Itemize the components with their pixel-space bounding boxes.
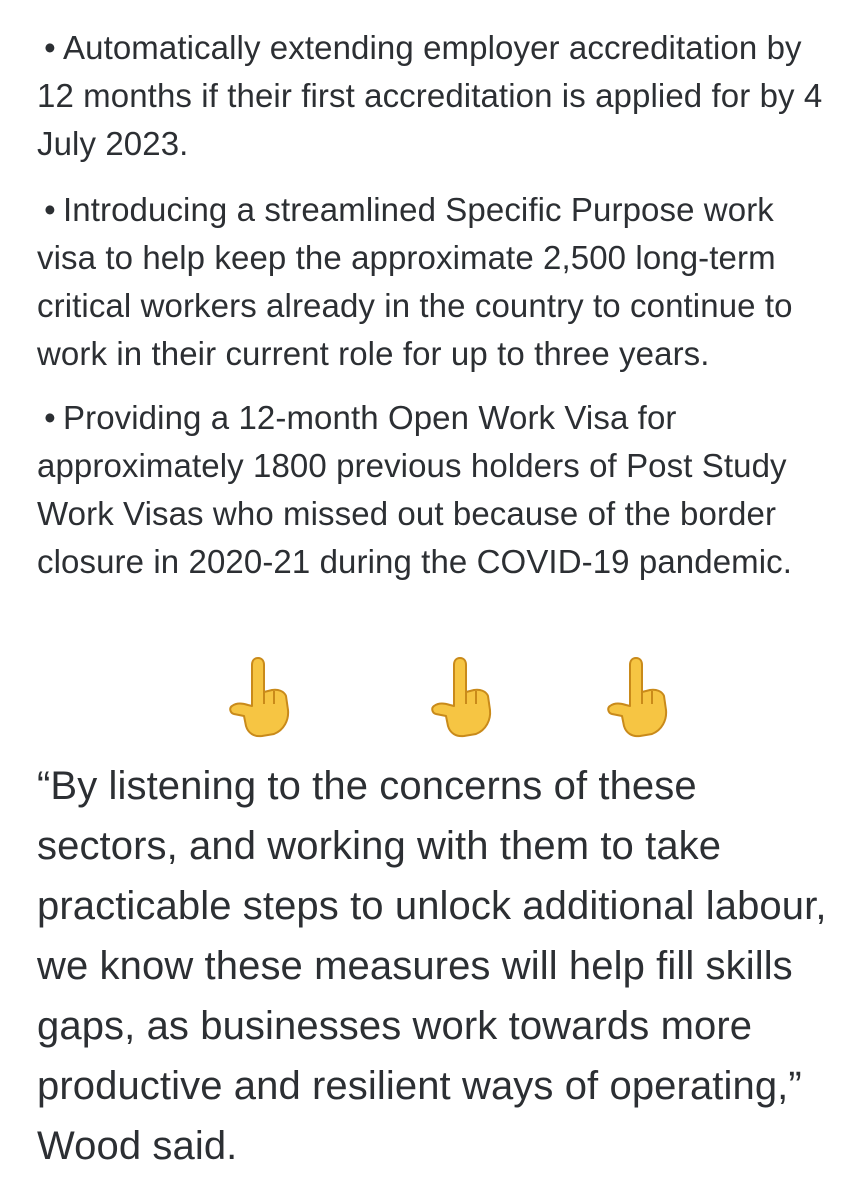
bullet-text: Introducing a streamlined Specific Purpose work visa to help keep the approximate 2,500 long-term critical workers already in the country to continue to work in their current role for up to three years. [37,191,793,372]
pointing-hand-icon [430,654,502,742]
bullet-text: Automatically extending employer accreditation by 12 months if their first accreditation is applied for by 4 July 2023. [37,29,823,162]
bullet-item [37,394,837,586]
bullet-item [37,186,837,378]
pointing-hand-icon [228,654,300,742]
bullet-marker: • [44,399,56,436]
bullet-item [37,24,837,168]
bullet-marker: • [44,191,56,228]
quote-paragraph: “By listening to the concerns of these sectors, and working with them to take practicable steps to unlock additional labour, we know these measures will help fill skills gaps, as businesses work towards more productive and resilient ways of operating,” Wood said. [37,764,827,1168]
bullet-text: Providing a 12-month Open Work Visa for approximately 1800 previous holders of Post Study Work Visas who missed out because of the border closure in 2020-21 during the COVID-19 pandemic. [37,399,793,580]
bullet-marker: • [44,29,56,66]
article-body [37,24,837,604]
pointing-hand-icon [606,654,678,742]
